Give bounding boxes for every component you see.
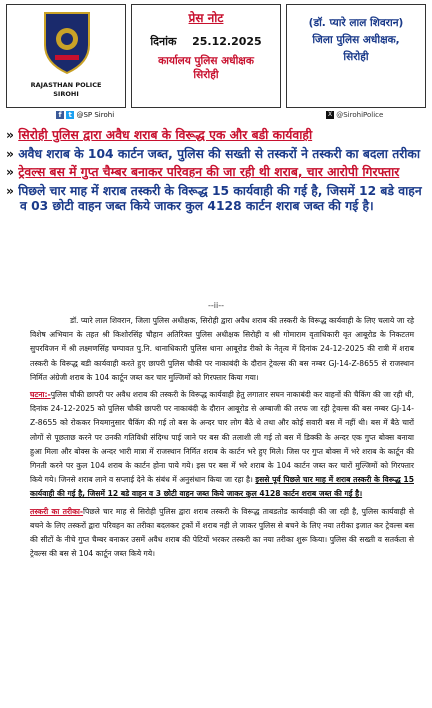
press-note-title: प्रेस नोट <box>188 11 224 25</box>
rajasthan-police-emblem-icon <box>41 11 93 75</box>
twitter-handle: @SirohiPolice <box>336 111 384 119</box>
method-paragraph <box>30 505 414 562</box>
facebook-handle: @SP Sirohi <box>76 111 115 119</box>
office-name <box>132 54 280 82</box>
headline-item: » ट्रेवल्स बस में गुप्त चैम्बर बनाकर परिवहन की जा रही थी शराब, चार आरोपी गिरफ्तार <box>6 165 400 179</box>
press-note-panel <box>131 4 281 108</box>
date-line <box>132 34 280 49</box>
incident-paragraph <box>30 388 414 502</box>
date-label: दिनांक <box>150 35 177 48</box>
section-separator: --ii-- <box>208 301 224 310</box>
officer-panel <box>286 4 426 108</box>
incident-text: पुलिस चौकी छापरी पर अवैध शराब की तस्करी के विरूद्ध कार्यवाही हेतु लगातार सघन नाकाबंदी कर वाहनों की चैकिंग की जा रही थी, दिनांक 24-12-2025 को पुलिस चौकी छापरी पर नाकाबंदी के दौरान आबूरोड से अम्बाजी की तरफ जा रही ट्रेवल्स की बस नम्बर GJ-14-Z-8655 को रोककर नियमानुसार चैकिंग की गई तो बस के अन्दर चार लोग बैठे थे तथा और कोई सवारी बस में नहीं थी। बस में बैठे चारों लोगों से पूछताछ करने पर उनकी गतिविधी संदिग्ध पाई जाने पर बस की तलाशी ली गई तो बस में डिक्की के अन्दर एक गुप्त बोक्स बनाया हुआ मिला और बोक्स के अन्दर भारी मात्रा में राजस्थान निर्मित शराब के कार्टन भरे हुए मिले। जिस पर गुप्त बोक्स में भरे शराब के कार्टून की गिनती करने पर कुल 104 शराब के कार्टन होना पाये गये। इस पर बस में भरे शराब के 104 कार्टन जब्त कर चारों मुल्जिमों को गिरफ्तार किये गये। जिनसे शराब लाने व सप्लाई देने के संबंध में अनुसंधान किया जा रहा है। <box>30 390 414 485</box>
facebook-icon: f <box>56 111 64 119</box>
logo-caption-line2: SIROHI <box>53 90 79 98</box>
headline-item: » पिछले चार माह में शराब तस्करी के विरूद्ध 15 कार्यवाही की गई है, जिसमें 12 बडे वाहन व 03 छोटी वाहन जब्त किये जाकर कुल 4128 कार्टन शराब जब्त की गई है। <box>6 183 422 213</box>
police-logo-panel <box>6 4 126 108</box>
x-icon: X <box>327 111 333 118</box>
incident-label: घटना:- <box>30 390 51 400</box>
logo-caption <box>7 81 125 99</box>
office-line1: कार्यालय पुलिस अधीक्षक <box>158 55 254 67</box>
facebook-link[interactable] <box>56 111 114 119</box>
social-handles <box>6 109 426 123</box>
date-value: 25.12.2025 <box>192 35 262 48</box>
office-line2: सिरोही <box>193 69 219 81</box>
headline-item: » सिरोही पुलिस द्वारा अवैध शराब के विरूद्ध एक और बडी कार्यवाही <box>6 128 313 142</box>
logo-caption-line1: RAJASTHAN POLICE <box>30 81 102 89</box>
twitter-link[interactable] <box>326 111 383 119</box>
headlines-list <box>6 128 426 218</box>
method-text: पिछले चार माह से सिरोही पुलिस द्वारा शराब तस्करी के विरूद्ध ताबडतोड कार्यवाही की जा रही है, पुलिस कार्यवाही से बचने के लिए तस्करों द्वारा परिवहन का तरीका बदलकर ट्रकों में शराब नही ले जाकर पुलिस से बचने के लिए नया तरीका इजात कर ट्रेवल्स बस की सीटों के नीचे गुप्त चैम्बर बनाकर उसमें अवैध शराब की पेटियों भरकर तस्करी का नया तरीका शुरू किया। पुलिस की सख्ती व सतर्कता से ट्रेवल्स की बस से 104 कार्टून जब्त किये गये। <box>30 506 415 559</box>
press-note-body <box>30 314 414 564</box>
method-label: तस्करी का तरीका- <box>30 506 84 516</box>
officer-name: (डॉ. प्यारे लाल शिवरान) <box>308 17 404 29</box>
officer-district: सिरोही <box>343 51 369 63</box>
officer-designation: जिला पुलिस अधीक्षक, <box>312 34 400 46</box>
officer-details <box>287 15 425 66</box>
twitter-small-icon: t <box>66 111 74 119</box>
headline-item: » अवैध शराब के 104 कार्टन जब्त, पुलिस की सख्ती से तस्करों ने तस्करी का बदला तरीका <box>6 146 421 161</box>
incident-summary: इससे पूर्व पिछले चार माह में शराब तस्करी के विरूद्ध 15 कार्यवाही की गई है, जिसमें 12 बडे वाहन व 3 छोटी वाहन जब्त किये जाकर कुल 4128 कार्टन शराब जब्त की गई है। <box>30 475 414 499</box>
intro-paragraph: डॉ. प्यारे लाल शिवरान, जिला पुलिस अधीक्षक, सिरोही द्वारा अवैध शराब की तस्करी के विरूद्ध कार्यवाही के लिए चलाये जा रहे विशेष अभियान के तहत श्री किशोरसिंह चौहान अतिरिक्त पुलिस अधीक्षक सिरोही व श्री गोमाराम वृताधिकारी वृत आबूरोड के निकटतम सुपरविजन में श्री लक्ष्मणसिंह चम्पावत पु.नि. थानाधिकारी पुलिस थाना आबूरोड रीको के नेतृत्व में दिनांक 24-12-2025 की रात्री में शराब तस्करी के विरूद्ध बडी कार्यवाही करते हुए छापरी पुलिस चौकी पर नाकाबंदी के दौरान ट्रेवल्स की बस नम्बर GJ-14-Z-8655 से राजस्थान निर्मित अंग्रेजी शराब के 104 कार्टून जब्त कर चार मुल्जिमों को गिरफ्तार किया गया। <box>30 316 414 382</box>
press-note-header <box>6 4 426 108</box>
